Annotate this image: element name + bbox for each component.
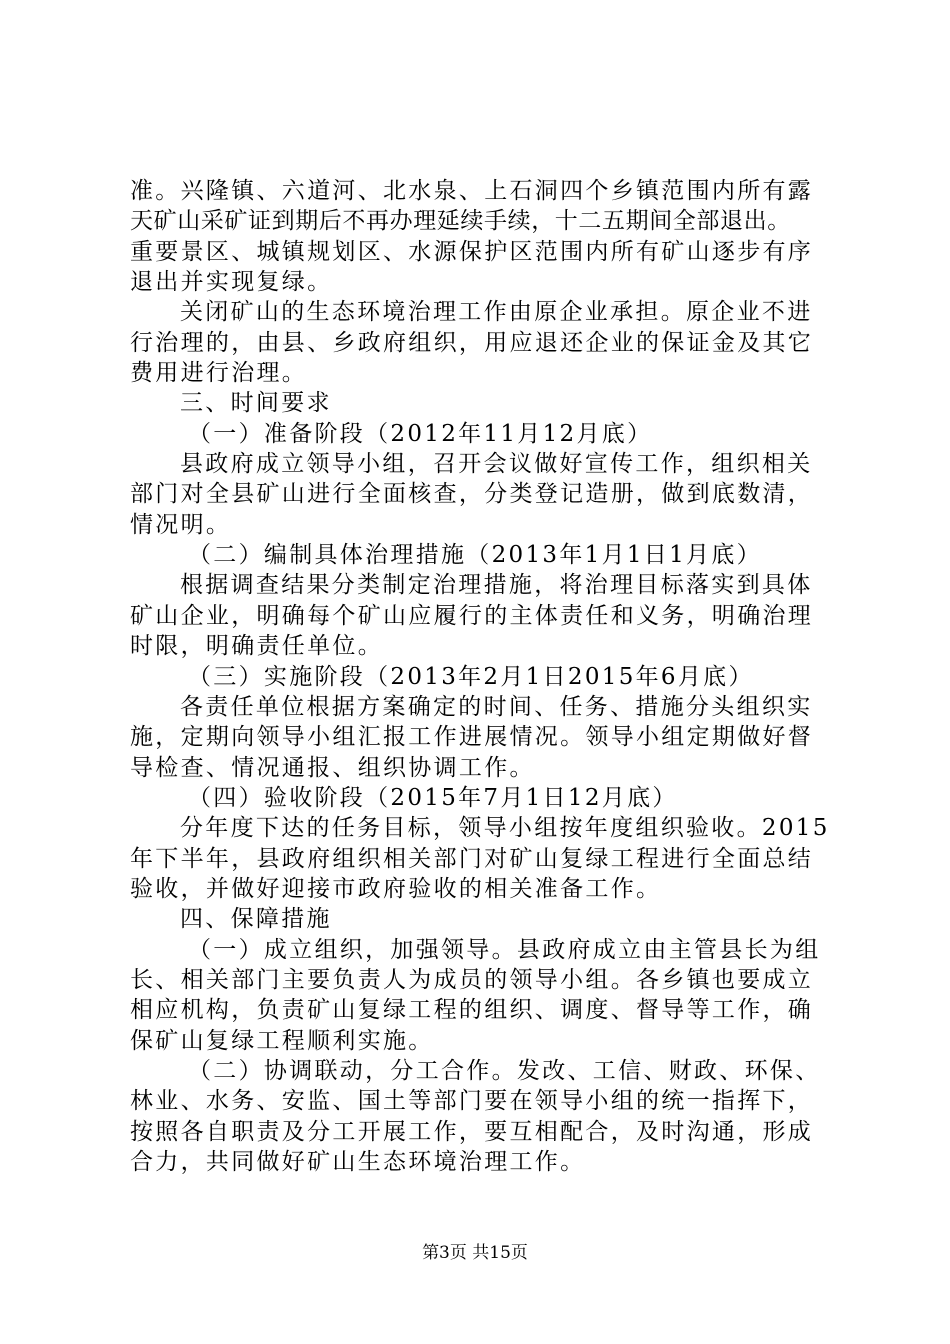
text-line: 验收，并做好迎接市政府验收的相关准备工作。 bbox=[130, 875, 662, 902]
text-line: 部门对全县矿山进行全面核查，分类登记造册，做到底数清， bbox=[130, 481, 814, 508]
subsection-heading: （三）实施阶段（2013年2月1日2015年6月底） bbox=[188, 663, 754, 690]
text-line: 时限，明确责任单位。 bbox=[130, 633, 383, 660]
text-line: 各责任单位根据方案确定的时间、任务、措施分头组织实 bbox=[180, 693, 813, 720]
text-line: 年下半年，县政府组织相关部门对矿山复绿工程进行全面总结 bbox=[130, 845, 814, 872]
subsection-heading: （一）准备阶段（2012年11月12月底） bbox=[188, 420, 653, 447]
text-line: 施，定期向领导小组汇报工作进展情况。领导小组定期做好督 bbox=[130, 724, 814, 751]
text-line: 相应机构，负责矿山复绿工程的组织、调度、督导等工作，确 bbox=[130, 997, 814, 1024]
text-line: 退出并实现复绿。 bbox=[130, 269, 333, 296]
text-line: 导检查、情况通报、组织协调工作。 bbox=[130, 754, 535, 781]
text-line: 林业、水务、安监、国土等部门要在领导小组的统一指挥下， bbox=[130, 1088, 814, 1115]
text-line: 县政府成立领导小组，召开会议做好宣传工作，组织相关 bbox=[180, 451, 813, 478]
subsection-heading: （二）编制具体治理措施（2013年1月1日1月底） bbox=[188, 542, 762, 569]
text-line: 天矿山采矿证到期后不再办理延续手续，十二五期间全部退出。 bbox=[130, 208, 791, 235]
page-number-footer: 第3页 共15页 bbox=[422, 1243, 528, 1263]
text-line: （一）成立组织，加强领导。县政府成立由主管县长为组 bbox=[188, 936, 821, 963]
text-line: 重要景区、城镇规划区、水源保护区范围内所有矿山逐步有序 bbox=[130, 238, 814, 265]
section-heading: 四、保障措施 bbox=[180, 906, 332, 933]
text-line: 矿山企业，明确每个矿山应履行的主体责任和义务，明确治理 bbox=[130, 602, 814, 629]
text-line: 保矿山复绿工程顺利实施。 bbox=[130, 1027, 434, 1054]
text-line: 合力，共同做好矿山生态环境治理工作。 bbox=[130, 1149, 586, 1175]
text-line: 关闭矿山的生态环境治理工作由原企业承担。原企业不进 bbox=[180, 299, 813, 326]
body-text bbox=[130, 176, 840, 1177]
section-heading: 三、时间要求 bbox=[180, 390, 332, 417]
text-line: 按照各自职责及分工开展工作，要互相配合，及时沟通，形成 bbox=[130, 1118, 814, 1145]
text-line: 费用进行治理。 bbox=[130, 360, 308, 387]
text-line: 长、相关部门主要负责人为成员的领导小组。各乡镇也要成立 bbox=[130, 966, 814, 993]
text-line: 根据调查结果分类制定治理措施，将治理目标落实到具体 bbox=[180, 572, 813, 599]
subsection-heading: （四）验收阶段（2015年7月1日12月底） bbox=[188, 784, 678, 811]
text-line: 准。兴隆镇、六道河、北水泉、上石洞四个乡镇范围内所有露 bbox=[130, 178, 814, 204]
text-line: （二）协调联动，分工合作。发改、工信、财政、环保、 bbox=[188, 1057, 821, 1084]
text-line: 情况明。 bbox=[130, 511, 232, 538]
text-line: 分年度下达的任务目标，领导小组按年度组织验收。2015 bbox=[180, 815, 830, 842]
text-line: 行治理的，由县、乡政府组织，用应退还企业的保证金及其它 bbox=[130, 329, 814, 356]
